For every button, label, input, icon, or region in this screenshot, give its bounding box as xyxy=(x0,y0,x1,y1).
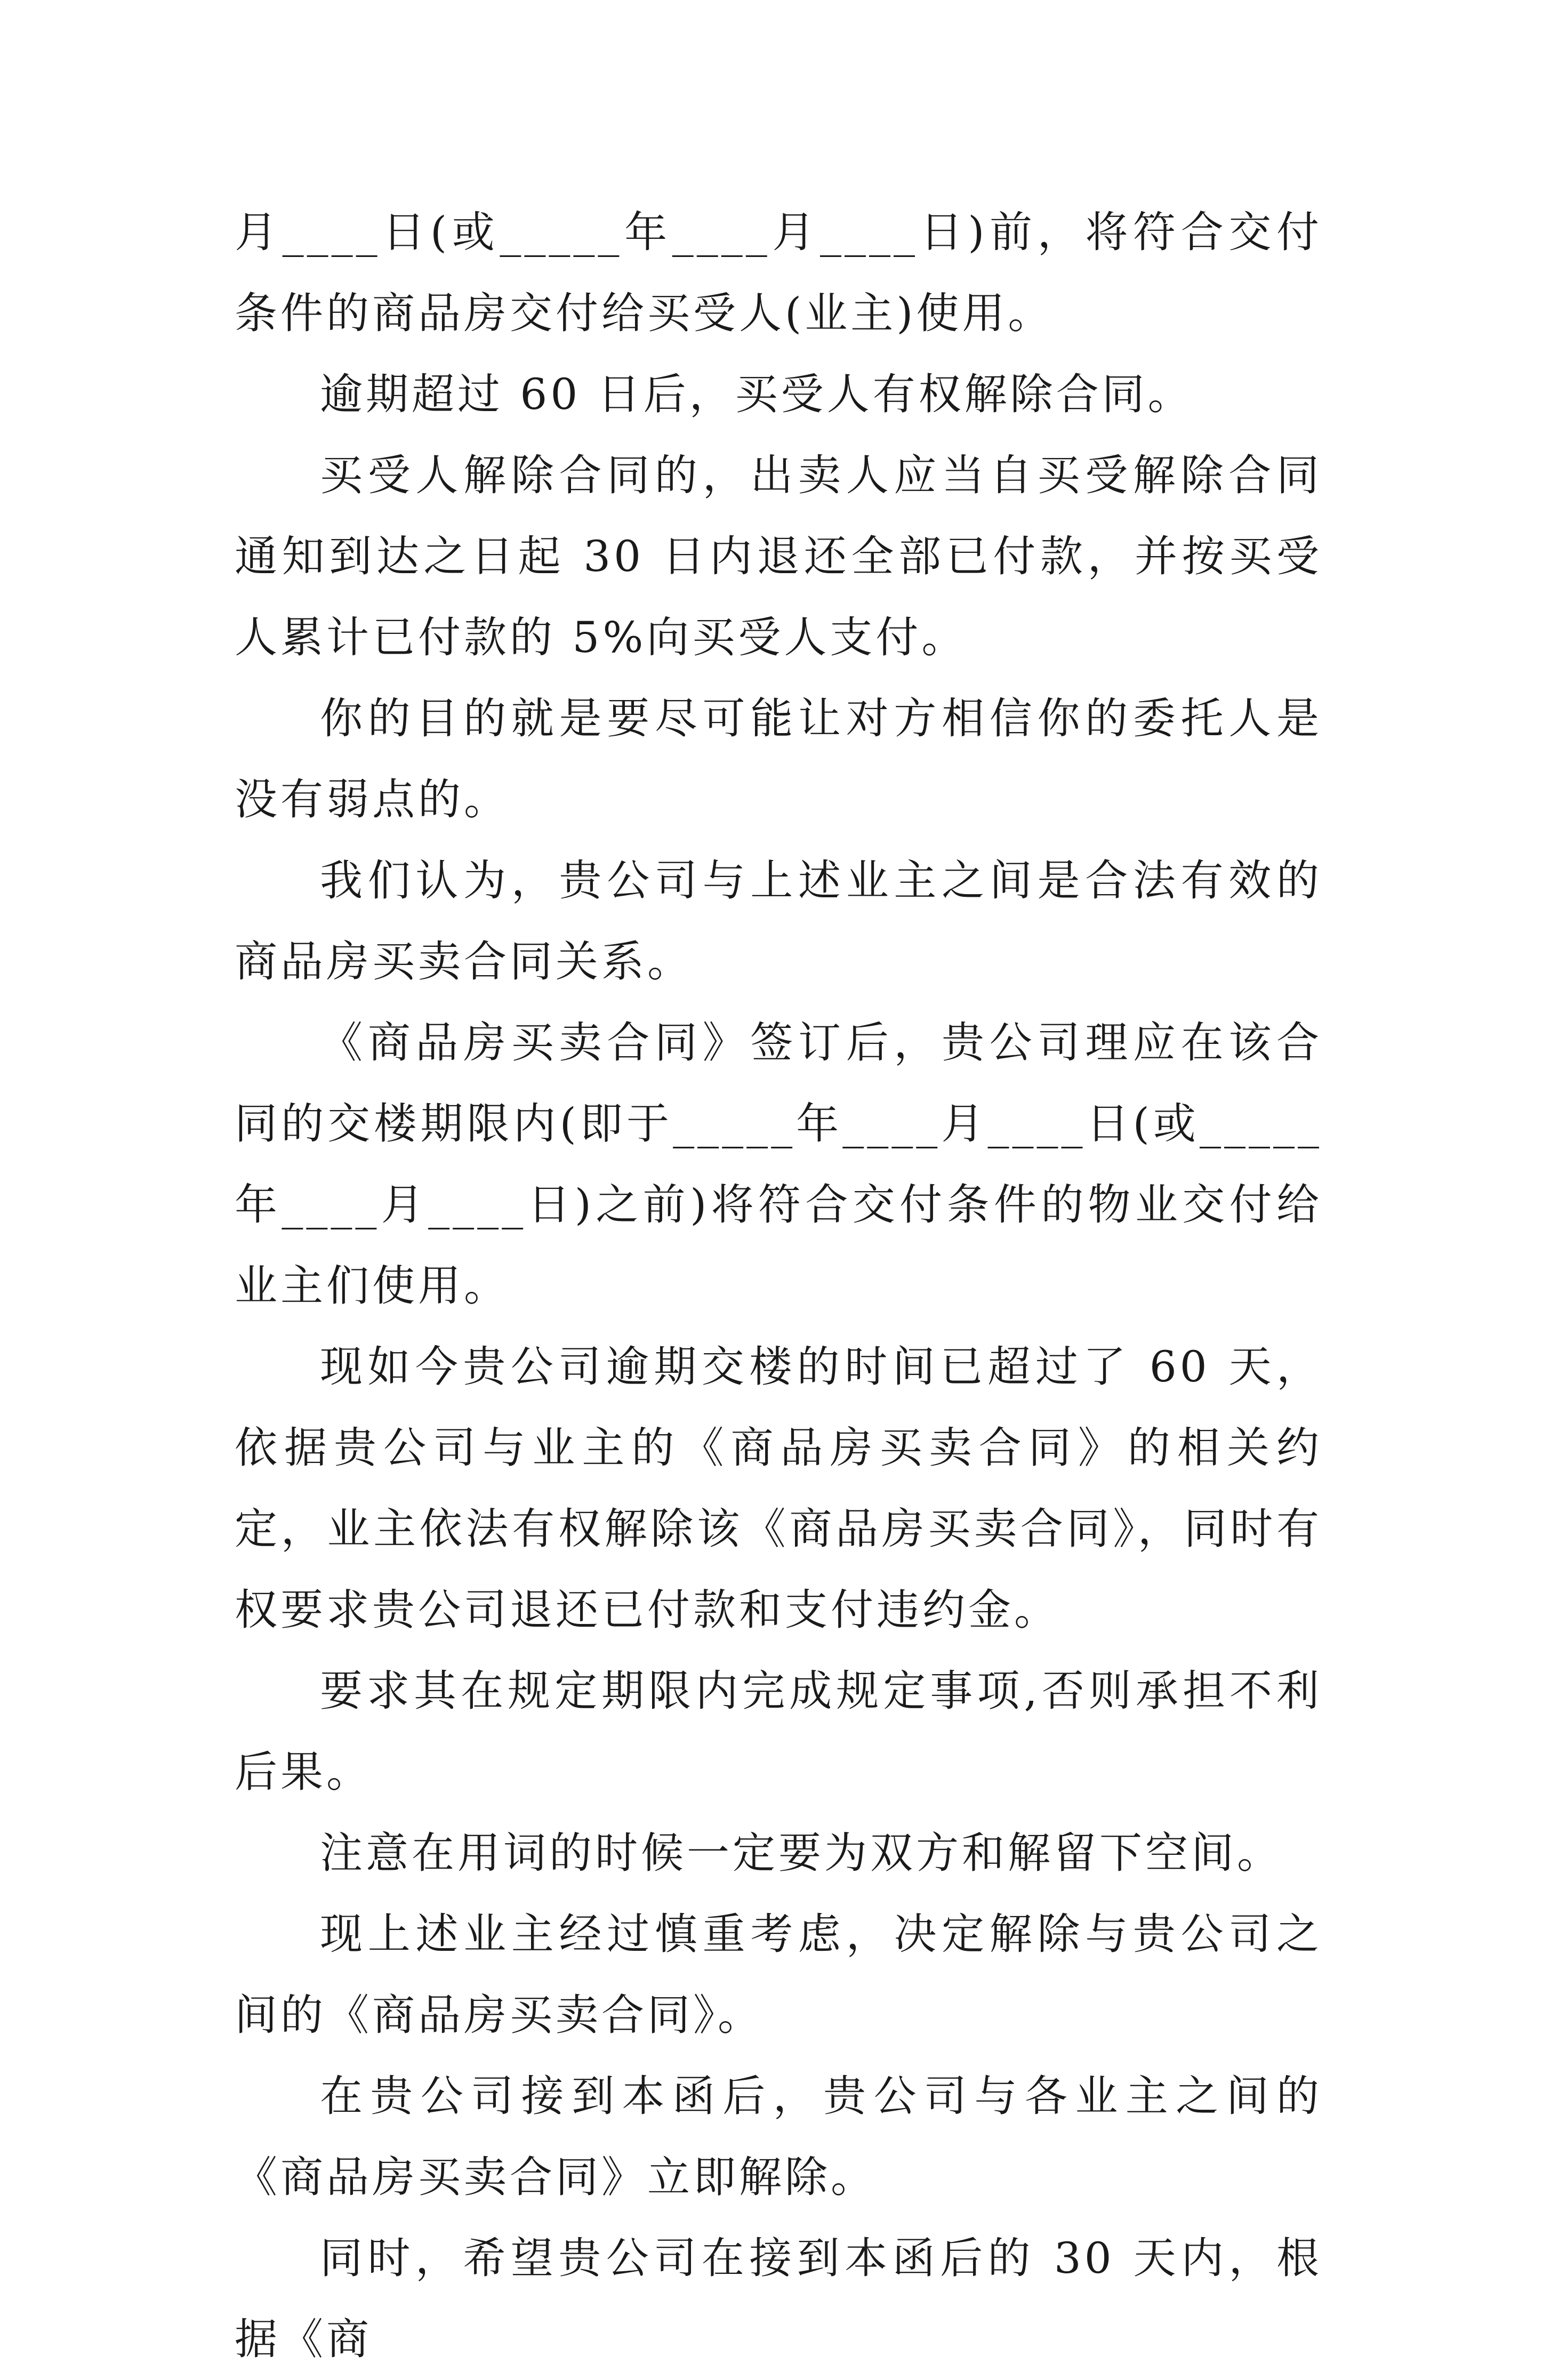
paragraph-8: 要求其在规定期限内完成规定事项,否则承担不利后果。 xyxy=(235,1666,1322,1797)
paragraph-12: 同时，希望贵公司在接到本函后的 30 天内，根据《商 xyxy=(235,2233,1322,2364)
paragraph-11: 在贵公司接到本函后，贵公司与各业主之间的《商品房买卖合同》立即解除。 xyxy=(235,2071,1322,2202)
paragraph-1: 月____日(或_____年____月____日)前，将符合交付条件的商品房交付给买受人(业主)使用。 xyxy=(235,207,1322,338)
paragraph-5: 我们认为，贵公司与上述业主之间是合法有效的商品房买卖合同关系。 xyxy=(235,856,1322,986)
paragraph-2: 逾期超过 60 日后，买受人有权解除合同。 xyxy=(320,369,1194,419)
paragraph-9: 注意在用词的时候一定要为双方和解留下空间。 xyxy=(320,1828,1283,1878)
paragraph-7: 现如今贵公司逾期交楼的时间已超过了 60 天，依据贵公司与业主的《商品房买卖合同》的相关约定，业主依法有权解除该《商品房买卖合同》，同时有权要求贵公司退还已付款和支付违约金。 xyxy=(235,1342,1322,1635)
paragraph-6: 《商品房买卖合同》签订后，贵公司理应在该合同的交楼期限内(即于_____年____月____日(或_____年____月____日)之前)将符合交付条件的物业交付给业主们使用。 xyxy=(235,1018,1322,1310)
paragraph-10: 现上述业主经过慎重考虑，决定解除与贵公司之间的《商品房买卖合同》。 xyxy=(235,1909,1322,2040)
document-body xyxy=(235,192,1322,2380)
paragraph-3: 买受人解除合同的，出卖人应当自买受解除合同通知到达之日起 30 日内退还全部已付款，并按买受人累计已付款的 5%向买受人支付。 xyxy=(235,451,1322,662)
paragraph-4: 你的目的就是要尽可能让对方相信你的委托人是没有弱点的。 xyxy=(235,694,1322,824)
